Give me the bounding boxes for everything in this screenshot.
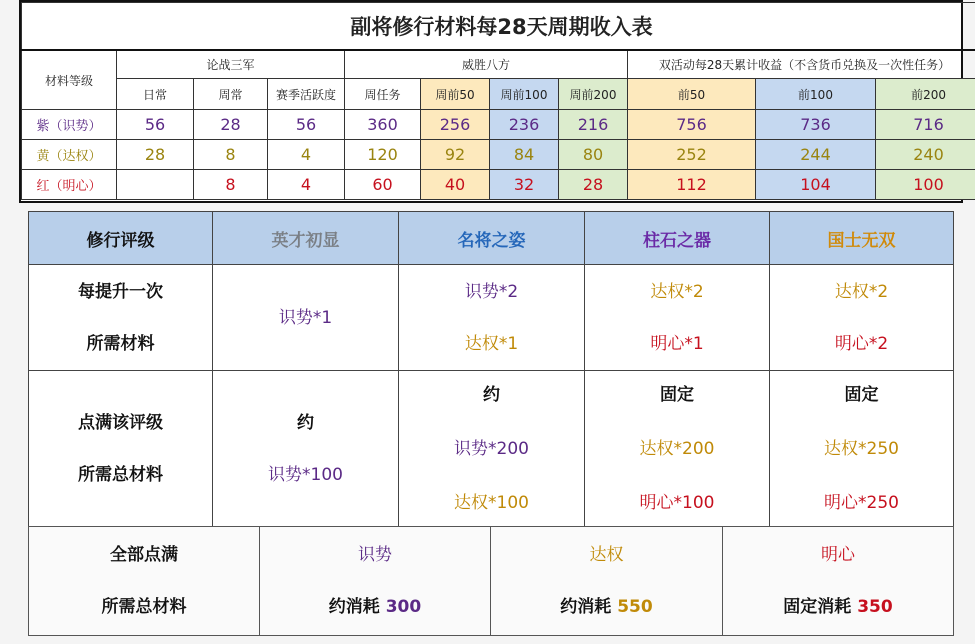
row-label: 黄（达权） bbox=[22, 140, 117, 170]
subheader: 赛季活跃度 bbox=[268, 79, 345, 110]
cell: 216 bbox=[559, 110, 628, 140]
cell: 40 bbox=[421, 170, 490, 200]
cell: 28 bbox=[559, 170, 628, 200]
material-name: 明心 bbox=[821, 545, 855, 565]
rating-table bbox=[28, 211, 954, 527]
max-tier-4 bbox=[770, 371, 954, 527]
cell: 756 bbox=[628, 110, 756, 140]
material-total: 明心*250 bbox=[824, 492, 899, 513]
cell bbox=[117, 170, 194, 200]
qualifier: 约 bbox=[483, 384, 500, 405]
cell: 736 bbox=[756, 110, 876, 140]
label-line: 每提升一次 bbox=[78, 281, 163, 302]
max-tier-row bbox=[29, 371, 954, 527]
cell: 252 bbox=[628, 140, 756, 170]
table-row-purple bbox=[22, 110, 975, 140]
cell: 112 bbox=[628, 170, 756, 200]
row-label: 红（明心） bbox=[22, 170, 117, 200]
cell: 104 bbox=[756, 170, 876, 200]
cell: 360 bbox=[345, 110, 421, 140]
subheader: 周前200 bbox=[559, 79, 628, 110]
table-row-yellow bbox=[22, 140, 975, 170]
subheader: 前100 bbox=[756, 79, 876, 110]
rating-header-row bbox=[29, 212, 954, 265]
cell: 32 bbox=[490, 170, 559, 200]
material-cost: 识势*1 bbox=[278, 307, 333, 328]
per-upgrade-tier-3 bbox=[585, 265, 770, 371]
subheader: 周常 bbox=[194, 79, 268, 110]
total-shishi bbox=[260, 527, 491, 636]
cost-value: 350 bbox=[857, 597, 893, 617]
cell: 4 bbox=[268, 140, 345, 170]
total-row bbox=[29, 527, 954, 636]
cell: 236 bbox=[490, 110, 559, 140]
material-cost: 识势*2 bbox=[464, 281, 519, 302]
cost-value: 550 bbox=[617, 597, 653, 617]
rating-tier-2: 名将之姿 bbox=[399, 212, 585, 265]
per-upgrade-tier-4 bbox=[770, 265, 954, 371]
label-line: 所需总材料 bbox=[78, 464, 163, 485]
table-row-red bbox=[22, 170, 975, 200]
income-table bbox=[21, 2, 975, 200]
rating-tier-4: 国士无双 bbox=[770, 212, 954, 265]
table-title: 副将修行材料每28天周期收入表 bbox=[22, 3, 975, 51]
total-daquan bbox=[491, 527, 723, 636]
qualifier: 固定 bbox=[660, 384, 694, 405]
material-total: 识势*200 bbox=[454, 438, 529, 459]
group-header-weisheng: 威胜八方 bbox=[345, 50, 628, 79]
cell: 56 bbox=[117, 110, 194, 140]
material-name: 达权 bbox=[589, 545, 624, 565]
material-cost: 达权*2 bbox=[650, 281, 704, 302]
qualifier: 固定 bbox=[844, 384, 879, 405]
income-table-frame bbox=[19, 0, 963, 203]
subheader: 日常 bbox=[117, 79, 194, 110]
cell: 80 bbox=[559, 140, 628, 170]
subheader: 前50 bbox=[628, 79, 756, 110]
cell: 100 bbox=[876, 170, 975, 200]
max-tier-3 bbox=[585, 371, 770, 527]
cell: 244 bbox=[756, 140, 876, 170]
cell: 716 bbox=[876, 110, 975, 140]
cell: 8 bbox=[194, 170, 268, 200]
total-label bbox=[29, 527, 260, 636]
per-upgrade-row bbox=[29, 265, 954, 371]
label-line: 全部点满 bbox=[110, 545, 178, 565]
material-cost: 明心*2 bbox=[834, 333, 889, 354]
subheader: 前200 bbox=[876, 79, 975, 110]
max-tier-2 bbox=[399, 371, 585, 527]
row-label: 紫（识势） bbox=[22, 110, 117, 140]
rating-tier-1: 英才初显 bbox=[213, 212, 399, 265]
total-mingxin bbox=[723, 527, 954, 636]
cell: 92 bbox=[421, 140, 490, 170]
material-total: 明心*100 bbox=[639, 492, 715, 513]
label-line: 点满该评级 bbox=[78, 412, 163, 433]
material-cost: 达权*2 bbox=[834, 281, 889, 302]
rating-header-label: 修行评级 bbox=[29, 212, 213, 265]
total-table bbox=[28, 526, 954, 636]
cell: 4 bbox=[268, 170, 345, 200]
max-tier-1 bbox=[213, 371, 399, 527]
rating-tier-3: 柱石之器 bbox=[585, 212, 770, 265]
qualifier: 约 bbox=[297, 412, 314, 433]
cell: 8 bbox=[194, 140, 268, 170]
cell: 120 bbox=[345, 140, 421, 170]
cell: 28 bbox=[194, 110, 268, 140]
group-header-lunzhan: 论战三军 bbox=[117, 50, 345, 79]
cell: 60 bbox=[345, 170, 421, 200]
material-cost: 达权*1 bbox=[464, 333, 519, 354]
material-total: 达权*100 bbox=[454, 492, 529, 513]
cell: 240 bbox=[876, 140, 975, 170]
cell: 84 bbox=[490, 140, 559, 170]
cost-prefix: 约消耗 bbox=[560, 597, 612, 617]
label-line: 所需总材料 bbox=[101, 597, 187, 617]
material-total: 达权*200 bbox=[639, 438, 715, 459]
per-upgrade-tier-2 bbox=[399, 265, 585, 371]
cell: 28 bbox=[117, 140, 194, 170]
label-line: 所需材料 bbox=[86, 333, 155, 354]
cell: 256 bbox=[421, 110, 490, 140]
subheader: 周前100 bbox=[490, 79, 559, 110]
subheader: 周前50 bbox=[421, 79, 490, 110]
cost-prefix: 约消耗 bbox=[328, 597, 380, 617]
material-total: 识势*100 bbox=[268, 464, 343, 485]
per-upgrade-label bbox=[29, 265, 213, 371]
cost-value: 300 bbox=[385, 597, 422, 617]
cell: 56 bbox=[268, 110, 345, 140]
material-name: 识势 bbox=[358, 545, 392, 565]
cost-prefix: 固定消耗 bbox=[783, 597, 852, 617]
subheader: 周任务 bbox=[345, 79, 421, 110]
max-tier-label bbox=[29, 371, 213, 527]
group-header-dual-activity: 双活动每28天累计收益（不含货币兑换及一次性任务） bbox=[628, 50, 975, 79]
material-total: 达权*250 bbox=[824, 438, 899, 459]
per-upgrade-tier-1 bbox=[213, 265, 399, 371]
material-cost: 明心*1 bbox=[650, 333, 704, 354]
material-level-header: 材料等级 bbox=[22, 50, 117, 110]
